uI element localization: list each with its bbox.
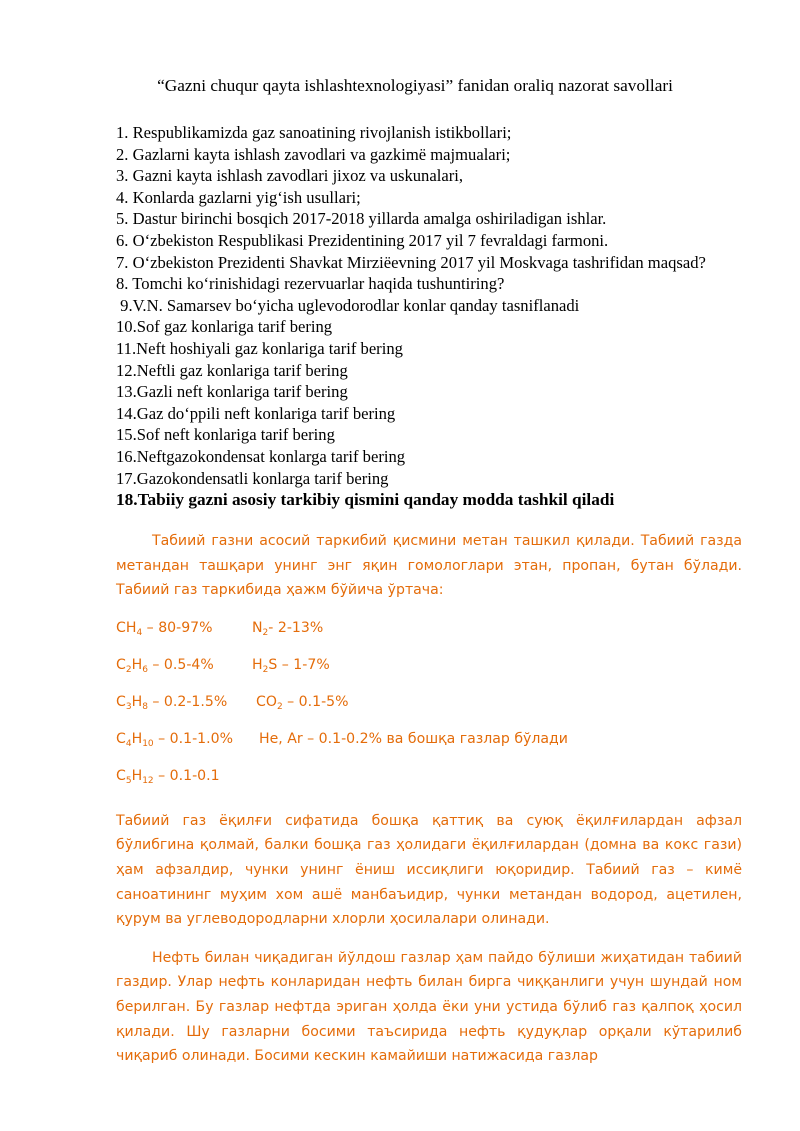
n2-formula: $N_2-$ 2-13%	[252, 619, 324, 638]
question-list	[116, 122, 756, 511]
composition-row	[116, 616, 742, 653]
question-item-bold: 18.Tabiiy gazni asosiy tarkibiy qismini qanday modda tashkil qiladi	[116, 490, 615, 510]
n2-value: - 2-13%	[268, 619, 324, 636]
c2h6-value: – 0.5-4%	[152, 656, 214, 673]
he-ar-text: He, Ar – 0.1-0.2% ва бошқа газлар бўлади	[259, 730, 568, 747]
answer-section	[116, 529, 742, 1069]
question-item: 6. O‘zbekiston Respublikasi Prezidentining 2017 yil 7 fevraldagi farmoni.	[116, 230, 609, 250]
question-item: 7. O‘zbekiston Prezidenti Shavkat Mirziёevning 2017 yil Moskvaga tashrifidan maqsad?	[116, 252, 706, 272]
c2h6-formula: $C_2H_6 - 0.5-4\%$	[116, 656, 214, 675]
question-item: 17.Gazokondensatli konlarga tarif bering	[116, 468, 389, 488]
question-item: 10.Sof gaz konlariga tarif bering	[116, 317, 333, 337]
question-item: 2. Gazlarni kayta ishlash zavodlari va gazkimё majmualari;	[116, 144, 511, 164]
c4h10-formula: $C_4H_{10} - 0.1-1.0\%$	[116, 730, 233, 749]
document-title: “Gazni chuqur qayta ishlashtexnologiyasi” fanidan oraliq nazorat savollari	[157, 76, 673, 95]
question-item: 1. Respublikamizda gaz sanoatining rivojlanish istikbollari;	[116, 123, 512, 142]
co2-value: – 0.1-5%	[287, 693, 349, 710]
co2-formula: $CO_2 - 0.1-5\%$	[256, 693, 349, 712]
composition-row	[116, 690, 742, 727]
h2s-formula: $H_2S - 1-7\%$	[252, 656, 330, 675]
question-item: 15.Sof neft konlariga tarif bering	[116, 425, 335, 445]
question-item: 11.Neft hoshiyali gaz konlariga tarif bering	[116, 338, 403, 358]
question-item: 13.Gazli neft konlariga tarif bering	[116, 382, 348, 402]
c3h8-value: – 0.2-1.5%	[152, 693, 228, 710]
question-item: 12.Neftli gaz konlariga tarif bering	[116, 360, 348, 380]
ch4-formula: $CH_4 - 80-97\%$	[116, 619, 213, 638]
composition-row	[116, 653, 742, 690]
composition-row	[116, 727, 742, 764]
question-item: 8. Tomchi ko‘rinishidagi rezervuarlar haqida tushuntiring?	[116, 274, 505, 294]
answer-intro-paragraph: Табиий газни асосий таркибий қисмини метан ташкил қилади. Табиий газда метандан ташқари унинг энг яқин гомологлари этан, пропан, бутан бўлади. Табиий газ таркибида ҳажм бўйича ўртача:	[116, 533, 742, 599]
c3h8-formula: $C_3H_8 - 0.2-1.5\%$	[116, 693, 228, 712]
question-item: 5. Dastur birinchi bosqich 2017-2018 yillarda amalga oshiriladigan ishlar.	[116, 209, 607, 229]
answer-paragraph-3: Нефть билан чиқадиган йўлдош газлар ҳам пайдо бўлиши жиҳатидан табиий газдир. Улар нефть конларидан нефть билан бирга чиққанлиги учун шундай ном берилган. Бу газлар нефтда эриган ҳолда ёки уни устида бўлиб газ қалпоқ ҳосил қилади. Шу газларни босими таъсирида нефть қудуқлар орқали кўтарилиб чиқариб олинади. Босими кескин камайиши натижасида газлар	[116, 949, 742, 1065]
c5h12-formula: $C_5H_{12} - 0.1-0.1$	[116, 767, 220, 786]
composition-row	[116, 764, 742, 801]
c5h12-value: – 0.1-0.1	[158, 767, 220, 784]
question-item: 16.Neftgazokondensat konlarga tarif bering	[116, 446, 406, 466]
question-item: 3. Gazni kayta ishlash zavodlari jixoz va uskunalari,	[116, 166, 463, 186]
question-item: 4. Konlarda gazlarni yig‘ish usullari;	[116, 187, 361, 207]
question-item: 14.Gaz do‘ppili neft konlariga tarif bering	[116, 403, 396, 423]
ch4-value: – 80-97%	[146, 619, 213, 636]
question-item: 9.V.N. Samarsev bo‘yicha uglevodorodlar konlar qanday tasniflanadi	[116, 295, 580, 315]
answer-paragraph-2: Табиий газ ёқилғи сифатида бошқа қаттиқ ва суюқ ёқилғилардан афзал бўлибгина қолмай, балки бошқа газ ҳолидаги ёқилғилардан (домна ва кокс гази) ҳам афзалдир, чунки унинг ёниш иссиқлиги юқоридир. Табиий газ – кимё саноатининг муҳим хом ашё манбаъидир, чунки метандан водород, ацетилен, қурум ва углеводородларни хлорли ҳосилалари олинади.	[116, 812, 742, 928]
c4h10-value: – 0.1-1.0%	[158, 730, 233, 747]
h2s-value: – 1-7%	[281, 656, 330, 673]
